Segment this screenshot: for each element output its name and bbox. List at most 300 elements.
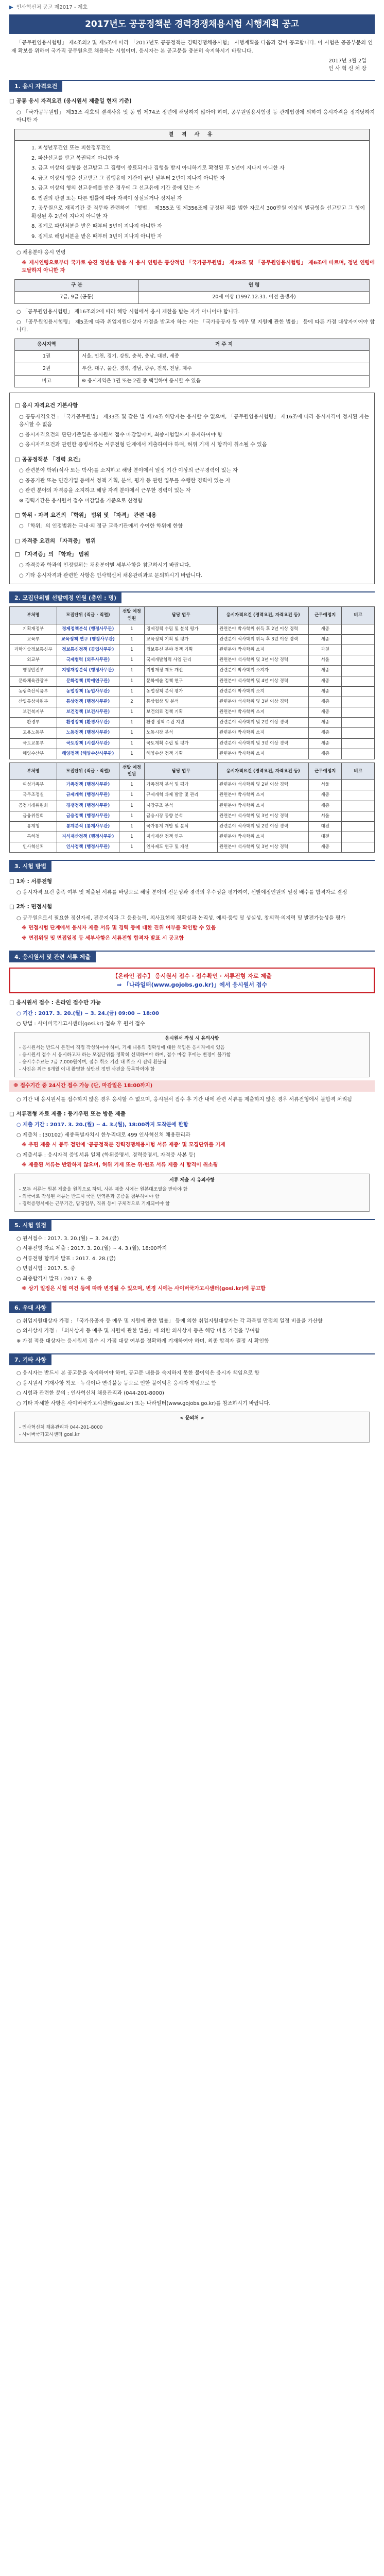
disqualification-list: [15, 141, 369, 244]
sec1-p4: ○ 「공무원임용시험령」 제16조의2에 따라 해당 시험에서 응시 제한을 받는 자가 아니어야 합니다.: [16, 309, 240, 315]
recruit-cell: 특허청: [10, 832, 57, 842]
table-row: [10, 707, 375, 718]
sec1-p2: ○ 채용분야 응시 연령: [16, 250, 66, 256]
table-row: [15, 351, 370, 363]
recruit-cell: [342, 811, 375, 821]
recruit-cell: 과학기술정보통신부: [10, 645, 57, 655]
recruit-cell: 농림축산식품부: [10, 686, 57, 697]
sec4-p6: ※ 우편 제출 시 봉투 겉면에 '공공정책분 경력경쟁채용시험 서류 재중' 및 모집단위를 기재: [22, 1142, 225, 1148]
recruit-cell: 지방재정분석 (행정사무관): [57, 666, 119, 676]
recruit-cell: 세종: [309, 718, 342, 728]
disqualification-box: [14, 129, 370, 245]
age-td-0: 7급, 9급 (공통): [15, 292, 139, 304]
recruit-cell: 해양수산 정책 기획: [145, 749, 218, 759]
basic-requirements-box: [9, 393, 375, 584]
recruit-cell: 세종: [309, 728, 342, 738]
preference-item: ※ 가점 적용 대상자는 응시원서 접수 시 가점 대상 여부를 정확하게 기재하여야 하며, 최종 합격자 결정 시 확인함: [16, 1338, 269, 1344]
recruit-cell: 관련분야 박사학위 소지: [218, 801, 309, 811]
recruit-cell: 교육정책 기획 및 평가: [145, 634, 218, 645]
sec1-sub5: □ 자격증 요건의 「자격증」 범위: [15, 537, 96, 544]
sec1-p5: ○ 「공무원임용시험령」 제5조에 따라 취업지원대상자 가점을 받고자 하는 자는 「국가유공자 등 예우 및 지원에 관한 법률」 등에 따른 가점 대상자이어야 합니다.: [16, 319, 375, 333]
recruit-cell: 관련분야 석사학위 및 3년 이상 경력: [218, 811, 309, 821]
recruit-table-2: [9, 762, 375, 853]
recruit-cell: 1: [119, 811, 145, 821]
recruit-header-cell: 담당 업무: [145, 762, 218, 779]
recruit-header-cell: 부처명: [10, 762, 57, 779]
sec3-p3: ※ 면접시험 단계에서 응시자 제출 서류 및 경력 등에 대한 진위 여부를 확인할 수 있음: [22, 925, 216, 931]
schedule-note: ※ 상기 일정은 시험 여건 등에 따라 변경될 수 있으며, 변경 시에는 사이버국가고시센터(gosi.kr)에 공고함: [22, 1286, 266, 1292]
section-2-title: 2. 모집단위별 선발예정 인원 (총인 : 명): [9, 592, 121, 603]
table-row: [15, 375, 370, 387]
contact-item: - 사이버국가고시센터 gosi.kr: [19, 1432, 80, 1438]
recruit-cell: [342, 842, 375, 853]
table-row: [10, 666, 375, 676]
recruit-cell: 서울: [309, 655, 342, 666]
recruit-cell: 세종: [309, 707, 342, 718]
region-cell: 서울, 인천, 경기, 강원, 충북, 충남, 대전, 세종: [79, 351, 370, 363]
recruit-cell: 보건복지부: [10, 707, 57, 718]
signature-block: [9, 57, 375, 73]
recruit-cell: 1: [119, 780, 145, 790]
basic-item: ○ 응시자격요건과 관련한 증빙서류는 서류전형 단계에서 제출하여야 하며, 허위 기재 시 합격이 취소될 수 있음: [19, 442, 267, 448]
recruit-cell: 관련분야 석사학위 및 4년 이상 경력: [218, 676, 309, 686]
notice-number: 인사혁신처 공고 제2017 - 제호: [16, 5, 88, 11]
section-3-title: 3. 시험 방법: [9, 861, 51, 872]
contact-item: - 인사혁신처 채용관리과 044-201-8000: [19, 1425, 103, 1431]
doc-note-item: - 모든 서류는 원본 제출을 원칙으로 하되, 사본 제출 시에는 원본대조필을 받아야 함: [19, 1187, 188, 1192]
etc-item: ○ 응시자는 반드시 본 공고문을 숙지하여야 하며, 공고문 내용을 숙지하지 못한 불이익은 응시자 책임으로 함: [16, 1370, 259, 1377]
recruit-cell: 가족정책 (행정사무관): [57, 780, 119, 790]
recruit-header-cell: 부처명: [10, 607, 57, 624]
recruit-cell: 1: [119, 801, 145, 811]
table-row: [10, 821, 375, 832]
recruit-cell: 대전: [309, 832, 342, 842]
region-cell: 부산, 대구, 울산, 경북, 경남, 광주, 전북, 전남, 제주: [79, 363, 370, 376]
recruit-table: [9, 606, 375, 759]
schedule-item: ○ 서류전형 합격자 발표 : 2017. 4. 28.(금): [16, 1256, 116, 1262]
recruit-header-cell: 선발 예정인원: [119, 607, 145, 624]
recruit-cell: 세종: [309, 624, 342, 634]
preference-item: ○ 취업지원대상자 가점 : 「국가유공자 등 예우 및 지원에 관한 법률」 등에 의한 취업지원대상자는 각 과목별 만점의 일정 비율을 가산함: [16, 1318, 323, 1324]
recruit-cell: 환경부: [10, 718, 57, 728]
sec4-p4: ○ 제출 기간 : 2017. 3. 20.(월) ~ 4. 3.(월), 18:00까지 도착분에 한함: [16, 1122, 188, 1128]
recruit-cell: 관련분야 박사학위 소지: [218, 686, 309, 697]
recruit-cell: [342, 780, 375, 790]
recruit-cell: 1: [119, 634, 145, 645]
recruit-cell: 문화정책 (학예연구관): [57, 676, 119, 686]
age-th-0: 구 분: [15, 279, 139, 292]
recruit-cell: 가족정책 분석 및 평가: [145, 780, 218, 790]
sec1-sub1: □ 공통 응시 자격요건 (응시원서 제출일 현재 기준): [9, 98, 132, 105]
recruit-cell: 외교부: [10, 655, 57, 666]
recruit-cell: 국가통계 개발 및 분석: [145, 821, 218, 832]
table-row: [10, 749, 375, 759]
table-row: [10, 718, 375, 728]
online-box-line2: ⇒ 「나라일터(www.gojobs.go.kr)」에서 응시원서 접수: [117, 981, 267, 989]
recruit-cell: 교육부: [10, 634, 57, 645]
recruit-cell: 국제협력 (외무사무관): [57, 655, 119, 666]
recruit-cell: 여성가족부: [10, 780, 57, 790]
recruit-cell: 1: [119, 676, 145, 686]
recruit-cell: [342, 634, 375, 645]
recruit-cell: 관련분야 석사학위 및 3년 이상 경력: [218, 738, 309, 749]
recruit-cell: [342, 624, 375, 634]
misc-item: ○ 자격증과 학과의 인정범위는 채용분야별 세부사항을 참고하시기 바랍니다.: [19, 563, 191, 569]
recruit-cell: 관련분야 석사학위 및 3년 이상 경력: [218, 655, 309, 666]
recruit-header-cell: 근무예정지: [309, 607, 342, 624]
recruit-cell: [342, 697, 375, 707]
recruit-cell: 세종: [309, 686, 342, 697]
age-th-1: 연 령: [139, 279, 370, 292]
recruit-cell: 세종: [309, 666, 342, 676]
recruit-header-cell: 근무예정지: [309, 762, 342, 779]
recruit-cell: 국토계획 수립 및 평가: [145, 738, 218, 749]
preference-item: ○ 의사상자 가점 : 「의사상자 등 예우 및 지원에 관한 법률」에 의한 의사상자 등은 해당 비율 가점을 부여함: [16, 1328, 260, 1334]
recruit-cell: 금융시장 동향 분석: [145, 811, 218, 821]
sec3-p2: ○ 공무원으로서 필요한 정신자세, 전문지식과 그 응용능력, 의사표현의 정확성과 논리성, 예의·품행 및 성실성, 창의력·의지력 및 발전가능성을 평가: [16, 915, 345, 921]
sec4-sub1: □ 응시원서 접수 : 온라인 접수만 가능: [9, 999, 101, 1006]
apply-time-note: ※ 접수기간 중 24시간 접수 가능 (단, 마감일은 18:00까지): [9, 1080, 375, 1092]
recruit-cell: 서울: [309, 811, 342, 821]
apply-note-item: - 응시원서 접수 시 응시하고자 하는 모집단위를 정확히 선택하여야 하며, 접수 마감 후에는 변경이 불가함: [19, 1053, 231, 1058]
section-1-title: 1. 응시 자격요건: [9, 81, 62, 92]
recruit-cell: [342, 738, 375, 749]
table-row: [10, 697, 375, 707]
disqualification-item: 3. 금고 이상의 실형을 선고받고 그 집행이 종료되거나 집행을 받지 아니하기로 확정된 후 5년이 지나지 아니한 자: [31, 165, 285, 172]
section-4-title: 4. 응시원서 및 관련 서류 제출: [9, 952, 96, 962]
table-row: [10, 728, 375, 738]
contact-list: [19, 1425, 365, 1439]
section-6-header: [9, 1301, 375, 1313]
schedule-item: ○ 면접시험 : 2017. 5. 중: [16, 1266, 76, 1272]
recruit-cell: 1: [119, 624, 145, 634]
region-th-0: 응시지역: [15, 338, 79, 351]
doc-notes-list: [19, 1187, 365, 1208]
intro-text: 「공무원임용시험령」 제4조의2 및 제5조에 따라 「2017년도 공공정책분 경력경쟁채용시험」 시행계획을 다음과 같이 공고합니다. 이 시험은 공공부문의 인재 확보를 위하여 국가직 공무원으로 채용하는 시험이며, 응시자는 본 공고문을 충분히 숙지하시기 바랍니다.: [11, 40, 373, 54]
recruit-cell: 1: [119, 686, 145, 697]
apply-note-item: - 응시수수료는 7급 7,000원이며, 접수 취소 기간 내 취소 시 전액 환불됨: [19, 1060, 167, 1065]
recruit-cell: 1: [119, 655, 145, 666]
recruit-cell: 인사제도 연구 및 개선: [145, 842, 218, 853]
sec4-p3: ○ 기간 내 응시원서를 접수하지 않은 경우 응시할 수 없으며, 응시원서 접수 후 기간 내에 관련 서류를 제출하지 않은 경우 서류전형에서 불합격 처리됨: [16, 1096, 352, 1103]
recruit-cell: 보건의료 정책 기획: [145, 707, 218, 718]
sec4-p7: ○ 제출서류 : 응시자격 증빙서류 일체 (학위증명서, 경력증명서, 자격증 사본 등): [16, 1152, 196, 1158]
recruit-cell: 관련분야 석사학위 취득 후 3년 이상 경력: [218, 634, 309, 645]
recruit-cell: 세종: [309, 738, 342, 749]
recruit-cell: 1: [119, 832, 145, 842]
notice-date: 2017년 3월 2일: [328, 58, 366, 64]
career-item: ○ 관련 분야의 자격증을 소지하고 해당 자격 분야에서 근무한 경력이 있는 자: [19, 488, 191, 494]
recruit-cell: 규제개혁 과제 발굴 및 관리: [145, 790, 218, 801]
recruit-cell: 금융위원회: [10, 811, 57, 821]
recruit-cell: 통상협상 및 분석: [145, 697, 218, 707]
recruit-cell: 관련분야 석사학위 및 2년 이상 경력: [218, 718, 309, 728]
disqualification-item: 1. 피성년후견인 또는 피한정후견인: [31, 145, 111, 151]
recruit-cell: 1: [119, 790, 145, 801]
disqualification-caption: 결 격 사 유: [15, 129, 369, 141]
apply-note-item: - 사진은 최근 6개월 이내 촬영한 상반신 정면 사진을 등록하여야 함: [19, 1067, 155, 1073]
table-row: [10, 790, 375, 801]
disqualification-item: 7. 공무원으로 재직기간 중 직무와 관련하여 「형법」 제355조 및 제356조에 규정된 죄를 범한 자로서 300만원 이상의 벌금형을 선고받고 그 형이 확정된 후 2년이 지나지 아니한 자: [31, 206, 365, 219]
sec1-sub6: □ 「자격증」의 「학과」 범위: [15, 551, 90, 558]
recruit-cell: 1: [119, 749, 145, 759]
recruit-cell: 문화체육관광부: [10, 676, 57, 686]
recruit-cell: [342, 790, 375, 801]
recruit-header-cell: 응시자격요건 (경력요건, 자격요건 등): [218, 607, 309, 624]
recruit-cell: 1: [119, 842, 145, 853]
recruit-cell: 환경정책 (환경사무관): [57, 718, 119, 728]
sec1-sub3: □ 공공정책분 「경력 요건」: [15, 456, 84, 463]
recruit-cell: 통계청: [10, 821, 57, 832]
recruit-cell: 경제정책 수립 및 분석 평가: [145, 624, 218, 634]
recruit-cell: 지방재정 제도 개선: [145, 666, 218, 676]
online-box-line1: 【온라인 접수】 응시원서 접수 · 접수확인 · 서류전형 자료 제출: [112, 973, 272, 980]
disqualification-item: 5. 금고 이상의 형의 선고유예를 받은 경우에 그 선고유예 기간 중에 있는 자: [31, 185, 200, 192]
sec4-p2: ○ 방법 : 사이버국가고시센터(gosi.kr) 접속 후 원서 접수: [16, 1021, 145, 1027]
schedule-list: [9, 1234, 375, 1284]
recruit-cell: [342, 666, 375, 676]
recruit-cell: 규제개혁 (행정사무관): [57, 790, 119, 801]
preference-list: [9, 1316, 375, 1347]
recruit-cell: 국제개발협력 사업 관리: [145, 655, 218, 666]
career-item: ※ 경력기간은 응시원서 접수 마감일을 기준으로 산정함: [19, 498, 143, 504]
recruit-cell: 지식재산 정책 연구: [145, 832, 218, 842]
region-th-1: 거 주 지: [79, 338, 370, 351]
table-row: [10, 655, 375, 666]
recruit-cell: 노동정책 (행정사무관): [57, 728, 119, 738]
career-list: [15, 466, 369, 506]
section-2-header: [9, 591, 375, 603]
recruit-cell: 1: [119, 707, 145, 718]
table-row: [10, 676, 375, 686]
recruit-cell: 관련분야 석사학위 및 2년 이상 경력: [218, 780, 309, 790]
online-apply-box: [9, 968, 375, 993]
recruit-cell: 농업정책 (농업사무관): [57, 686, 119, 697]
section-5-header: [9, 1219, 375, 1231]
recruit-cell: 관련분야 박사학위 소지: [218, 832, 309, 842]
recruit-cell: 관련분야 박사학위 소지: [218, 790, 309, 801]
recruit-cell: 1: [119, 738, 145, 749]
recruit-cell: [342, 645, 375, 655]
recruit-cell: 해양정책 (해양수산사무관): [57, 749, 119, 759]
sec3-sub2: □ 2차 : 면접시험: [9, 904, 53, 910]
recruit-cell: [342, 655, 375, 666]
sec3-p4: ※ 면접위원 및 면접일정 등 세부사항은 서류전형 합격자 발표 시 공고함: [22, 935, 184, 941]
recruit-cell: [342, 801, 375, 811]
sec4-sub2: □ 서류전형 자료 제출 : 등기우편 또는 방문 제출: [9, 1111, 126, 1117]
sec3-p1: ○ 응시자격 요건 충족 여부 및 제출된 서류를 바탕으로 해당 분야의 전문성과 경력의 우수성을 평가하여, 선발예정인원의 일정 배수를 합격자로 결정: [16, 889, 347, 895]
doc-notes-box: [14, 1174, 370, 1212]
disqualification-item: 2. 파산선고를 받고 복권되지 아니한 자: [31, 155, 119, 161]
recruit-cell: 노동시장 분석: [145, 728, 218, 738]
recruit-cell: 농업정책 분석 평가: [145, 686, 218, 697]
recruit-cell: 정보통신정책 (공업사무관): [57, 645, 119, 655]
etc-item: ○ 응시원서 기재사항 착오 · 누락이나 연락불능 등으로 인한 불이익은 응시자 책임으로 함: [16, 1380, 217, 1386]
recruit-cell: 세종: [309, 749, 342, 759]
recruit-header-cell: 비고: [342, 607, 375, 624]
recruit-cell: 관련분야 박사학위 소지자: [218, 666, 309, 676]
recruit-cell: [342, 821, 375, 832]
age-td-1: 20세 이상 (1997.12.31. 이전 출생자): [139, 292, 370, 304]
table-row: [10, 686, 375, 697]
recruit-cell: [342, 749, 375, 759]
recruit-cell: 인사혁신처: [10, 842, 57, 853]
table-row: [10, 645, 375, 655]
recruit-header-cell: 응시자격요건 (경력요건, 자격요건 등): [218, 762, 309, 779]
top-breadcrumb: [9, 3, 375, 12]
recruit-header-cell: 모집단위 (직급 · 직렬): [57, 607, 119, 624]
schedule-item: ○ 원서접수 : 2017. 3. 20.(월) ~ 3. 24.(금): [16, 1235, 119, 1242]
etc-list: [9, 1368, 375, 1409]
recruit-cell: 보건정책 (보건사무관): [57, 707, 119, 718]
recruit-header-cell: 모집단위 (직급 · 직렬): [57, 762, 119, 779]
recruit-cell: 국무조정실: [10, 790, 57, 801]
recruit-cell: 관련분야 석사학위 및 2년 이상 경력: [218, 821, 309, 832]
recruit-cell: 관련분야 박사학위 소지: [218, 728, 309, 738]
recruit-cell: 시장구조 분석: [145, 801, 218, 811]
recruit-cell: 지식재산정책 (행정사무관): [57, 832, 119, 842]
disqualification-item: 4. 금고 이상의 형을 선고받고 그 집행유예 기간이 끝난 날부터 2년이 지나지 아니한 자: [31, 175, 225, 181]
schedule-item: ○ 서류전형 자료 제출 : 2017. 3. 20.(월) ~ 4. 3.(월), 18:00까지: [16, 1246, 167, 1252]
recruit-header-cell: 비고: [342, 762, 375, 779]
etc-item: ○ 시험과 관련한 문의 : 인사혁신처 채용관리과 (044-201-8000): [16, 1391, 164, 1397]
recruit-cell: 1: [119, 821, 145, 832]
recruit-cell: 해양수산부: [10, 749, 57, 759]
recruit-cell: 2: [119, 697, 145, 707]
recruit-cell: 경제정책분석 (행정사무관): [57, 624, 119, 634]
region-cell: 2권: [15, 363, 79, 376]
recruit-cell: 행정안전부: [10, 666, 57, 676]
sec4-p5: ○ 제출처 : (30102) 세종특별자치시 한누리대로 499 인사혁신처 채용관리과: [16, 1132, 190, 1138]
misc-item: ○ 기타 응시자격과 관련한 사항은 인사혁신처 채용관리과로 문의하시기 바랍니다.: [19, 572, 203, 579]
recruit-cell: 1: [119, 728, 145, 738]
schedule-item: ○ 최종합격자 발표 : 2017. 6. 중: [16, 1276, 92, 1282]
recruit-cell: 서울: [309, 780, 342, 790]
recruit-cell: [342, 686, 375, 697]
table-row: [10, 624, 375, 634]
recruit-cell: [342, 707, 375, 718]
recruit-cell: 관련분야 석사학위 및 3년 이상 경력: [218, 697, 309, 707]
recruit-cell: 산업통상자원부: [10, 697, 57, 707]
recruit-cell: 관련분야 박사학위 소지: [218, 707, 309, 718]
contact-caption: < 문의처 >: [180, 1416, 204, 1421]
recruit-header-cell: 담당 업무: [145, 607, 218, 624]
age-table: [14, 279, 370, 304]
apply-notes-list: [19, 1045, 365, 1074]
basic-list: [15, 412, 369, 450]
table-row: [10, 842, 375, 853]
recruit-cell: 환경 정책 수립 지원: [145, 718, 218, 728]
region-cell: 1권: [15, 351, 79, 363]
recruit-cell: 교육정책 연구 (행정사무관): [57, 634, 119, 645]
recruit-cell: 경쟁정책 (행정사무관): [57, 801, 119, 811]
sec1-p1: ○ 「국가공무원법」 제33조 각호의 결격사유 및 동 법 제74조 정년에 해당하지 않아야 하며, 공무원임용시험령 등 관계법령에 의하여 응시자격을 정지당하지 아니한 자: [16, 109, 375, 124]
table-row: [10, 634, 375, 645]
section-5-title: 5. 시험 일정: [9, 1220, 51, 1231]
table-row: [10, 780, 375, 790]
sec4-p8: ※ 제출된 서류는 반환하지 않으며, 허위 기재 또는 위·변조 서류 제출 시 합격이 취소됨: [22, 1162, 218, 1168]
table-row: [10, 738, 375, 749]
career-item: ○ 관련분야 학위(석사 또는 박사)를 소지하고 해당 분야에서 일정 기간 이상의 근무경력이 있는 자: [19, 468, 238, 473]
section-6-title: 6. 우대 사항: [9, 1302, 51, 1313]
doc-note-item: - 경력증명서에는 근무기간, 담당업무, 직위 등이 구체적으로 기재되어야 함: [19, 1201, 170, 1207]
recruit-header-cell: 선발 예정인원: [119, 762, 145, 779]
recruit-cell: 세종: [309, 842, 342, 853]
sec3-sub1: □ 1차 : 서류전형: [9, 878, 53, 885]
section-7-title: 7. 기타 사항: [9, 1354, 51, 1365]
misc-list: [15, 561, 369, 581]
arrow-icon: ▶: [9, 5, 13, 11]
sec1-p3: ※ 제시연령으로부터 국가로 승진 정년을 받을 시 응시 연령은 통상적인 「국가공무원법」 제28조 및 「공무원임용시험령」 제6조에 따르며, 정년 연령에 도달하지 아니한 자: [22, 260, 375, 274]
apply-notes-box: [14, 1032, 370, 1077]
recruit-cell: 1: [119, 666, 145, 676]
recruit-cell: [342, 832, 375, 842]
recruit-cell: 문화예술 정책 연구: [145, 676, 218, 686]
disqualification-item: 6. 법원의 판결 또는 다른 법률에 따라 자격이 상실되거나 정지된 자: [31, 195, 182, 201]
recruit-cell: 관련분야 박사학위 소지: [218, 749, 309, 759]
apply-notes-caption: 응시원서 작성 시 유의사항: [165, 1036, 219, 1042]
page-title: 2017년도 공공정책분 경력경쟁채용시험 시행계획 공고: [9, 14, 375, 34]
basic-item: ○ 응시자격요건의 판단기준일은 응시원서 접수 마감일이며, 최종시험일까지 유지하여야 함: [19, 432, 222, 438]
etc-item: ○ 기타 자세한 사항은 사이버국가고시센터(gosi.kr) 또는 나라일터(www.gojobs.go.kr)를 참조하시기 바랍니다.: [16, 1400, 271, 1406]
section-1-header: [9, 80, 375, 92]
recruit-cell: 국토정책 (시설사무관): [57, 738, 119, 749]
signer: 인 사 혁 신 처 장: [328, 66, 366, 72]
table-row: [10, 832, 375, 842]
sec4-p1: ○ 기간 : 2017. 3. 20.(월) ~ 3. 24.(금) 09:00 ~ 18:00: [16, 1011, 159, 1017]
section-4-header: [9, 951, 375, 962]
region-cell: ※ 응시지역은 1권 또는 2권 중 택일하여 응시할 수 있음: [79, 375, 370, 387]
recruit-cell: 대전: [309, 821, 342, 832]
recruit-cell: 세종: [309, 790, 342, 801]
sec1-sub2: □ 응시 자격요건 기본사항: [15, 402, 78, 409]
recruit-cell: 세종: [309, 676, 342, 686]
table-row: [10, 811, 375, 821]
region-table: [14, 338, 370, 388]
disqualification-item: 9. 징계로 해임처분을 받은 때부터 3년이 지나지 아니한 자: [31, 233, 162, 240]
recruit-cell: 1: [119, 645, 145, 655]
recruit-cell: [342, 676, 375, 686]
degree-line: ○ 「학위」의 인정범위는 국내·외 정규 교육기관에서 수여한 학위에 한함: [19, 523, 183, 530]
section-3-header: [9, 860, 375, 872]
region-cell: 비고: [15, 375, 79, 387]
section-7-header: [9, 1353, 375, 1365]
recruit-cell: 정보통신 분야 정책 기획: [145, 645, 218, 655]
recruit-cell: 1: [119, 718, 145, 728]
disqualification-item: 8. 징계로 파면처분을 받은 때부터 5년이 지나지 아니한 자: [31, 224, 162, 230]
recruit-cell: 통계분석 (통계사무관): [57, 821, 119, 832]
recruit-cell: 기획재정부: [10, 624, 57, 634]
contact-box: [14, 1412, 370, 1443]
recruit-cell: 세종: [309, 801, 342, 811]
recruit-cell: 인사정책 (행정사무관): [57, 842, 119, 853]
recruit-cell: [342, 718, 375, 728]
apply-note-item: - 응시원서는 반드시 본인이 직접 작성하여야 하며, 기재 내용의 정확성에 대한 책임은 응시자에게 있음: [19, 1045, 225, 1051]
table-row: [15, 363, 370, 376]
doc-notes-caption: 서류 제출 시 유의사항: [169, 1177, 215, 1183]
table-row: [10, 801, 375, 811]
recruit-cell: 세종: [309, 634, 342, 645]
recruit-cell: 관련분야 석사학위 및 3년 이상 경력: [218, 842, 309, 853]
basic-item: ○ 공통자격요건 : 「국가공무원법」 제33조 및 같은 법 제74조 해당자는 응시할 수 없으며, 「공무원임용시험령」 제16조에 따라 응시자격이 정지된 자는 응시할 수 없음: [19, 414, 369, 428]
recruit-cell: 통상정책 (행정사무관): [57, 697, 119, 707]
recruit-cell: 국토교통부: [10, 738, 57, 749]
recruit-cell: 과천: [309, 645, 342, 655]
sec1-sub4: □ 학위 · 자격 요건의 「학위」 범위 및 「자격」 관련 내용: [15, 512, 157, 518]
recruit-cell: [342, 728, 375, 738]
career-item: ○ 공공기관 또는 민간기업 등에서 정책 기획, 분석, 평가 등 관련 업무를 수행한 경력이 있는 자: [19, 478, 231, 484]
recruit-cell: 관련분야 박사학위 소지: [218, 645, 309, 655]
